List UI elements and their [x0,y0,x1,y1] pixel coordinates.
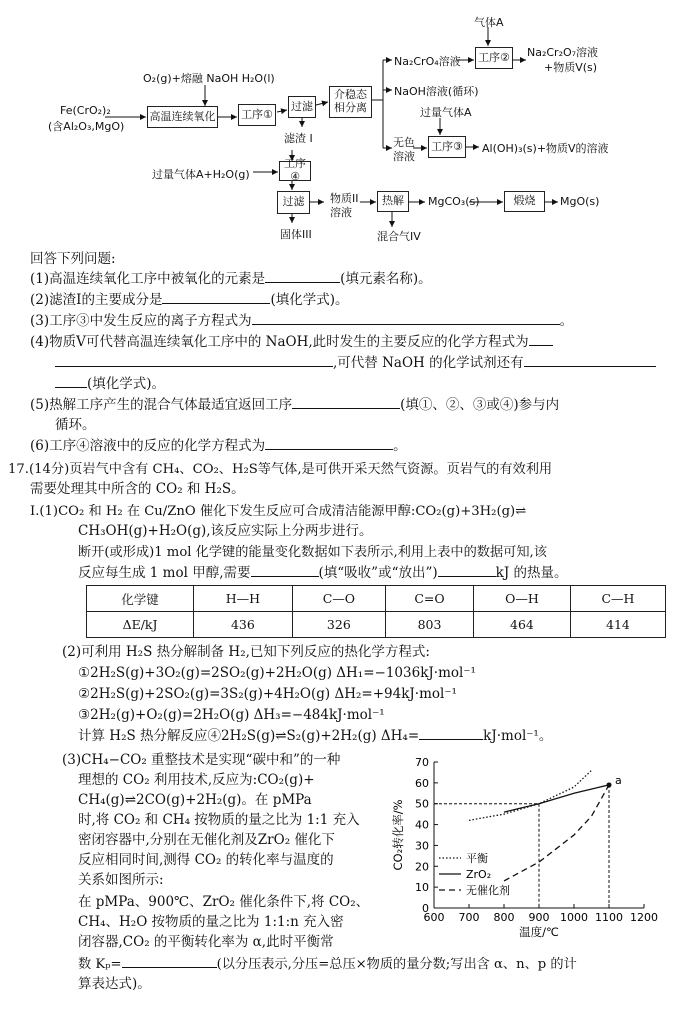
substance-2-label-b: 溶液 [330,206,352,219]
q4-end: (填化学式)。 [55,375,165,394]
process-2-box: 工序② [475,47,513,69]
x-tick-label: 900 [528,911,550,924]
q17-p3-line: 时,将 CO₂ 和 CH₄ 按物质的量之比为 1:1 充入 [78,812,360,828]
y-axis-label: CO₂转化率/% [391,799,405,871]
x-axis-label: 温度/℃ [519,925,559,939]
q17-p1d: 反应每生成 1 mol 甲醇,需要 (填“吸收”或“放出”) kJ 的热量。 [78,565,568,581]
excess-gas-label: 过量气体A [420,106,472,119]
table-cell: 803 [386,612,474,638]
q4-blank-c[interactable] [524,354,656,367]
filter-1-box: 过滤 [288,96,316,118]
q5: (5)热解工序产生的混合气体最适宜返回工序 (填①、②、③或④)参与内 [30,397,560,413]
x-tick-label: 1200 [630,911,658,924]
q4-blank-b[interactable] [55,354,333,367]
na2cro4-label: Na₂CrO₄溶液 [394,55,461,68]
q17-p3-line: 反应相同时间,测得 CO₂ 的转化率与温度的 [78,852,334,868]
q6: (6)工序④溶液中的反应的化学方程式为 。 [30,438,407,454]
q17-p3-line: 密闭容器中,分别在无催化剂及ZrO₂ 催化下 [78,832,335,848]
series-line [504,785,609,812]
naoh-loop-label: NaOH溶液(循环) [394,85,479,98]
y-tick-label: 40 [415,818,429,832]
x-tick-label: 600 [423,911,445,924]
conversion-chart [390,750,675,950]
x-tick-label: 800 [493,911,515,924]
table-cell: 326 [292,612,385,638]
q4-blank-a[interactable] [529,333,553,346]
reagents-label: O₂(g)+熔融 NaOH H₂O(l) [143,72,275,85]
table-cell: 464 [474,612,571,638]
gas-a-label: 气体A [474,16,504,29]
process-1-box: 工序① [238,104,276,126]
equation-3: ③2H₂(g)+O₂(g)=2H₂O(g) ΔH₃=−484kJ·mol⁻¹ [78,707,385,723]
solution-label: 溶液 [393,150,415,163]
q17-p3-line: 关系如图所示: [78,872,164,888]
q1-blank[interactable] [265,270,340,283]
q2: (2)滤渣Ⅰ的主要成分是 (填化学式)。 [30,292,349,308]
series-line [504,785,609,881]
q17-head-1: 17.(14分)页岩气中含有 CH₄、CO₂、H₂S等气体,是可供开采天然气资源。页岩气的有效利用 [8,462,553,477]
q5-blank[interactable] [292,396,400,409]
equation-4: 计算 H₂S 热分解反应④2H₂S(g)⇌S₂(g)+2H₂(g) ΔH₄= kJ·mol⁻¹。 [78,728,553,744]
point-a [607,782,612,787]
q17-p1b: CH₃OH(g)+H₂O(g),该反应实际上分两步进行。 [78,523,373,539]
y-tick-label: 50 [415,797,429,811]
table-cell: 436 [194,612,293,638]
aloh3-label: Al(OH)₃(s)+物质V的溶液 [482,142,609,155]
intro-line: 回答下列问题: [30,251,116,267]
series-line [469,770,592,820]
x-tick-label: 1100 [595,911,623,924]
q4: (4)物质V可代替高温连续氧化工序中的 NaOH,此时发生的主要反应的化学方程式为 [30,333,553,352]
y-tick-label: 60 [415,776,429,790]
kp-line-end: 算表达式)。 [78,976,151,992]
product-label: Na₂Cr₂O₇溶液 [527,46,599,59]
q4-blank-d[interactable] [55,375,87,388]
mgo-label: MgO(s) [560,195,600,208]
calcine-box: 煅烧 [504,191,545,212]
bond-energy-table [86,585,666,638]
q5-cont: 循环。 [55,417,96,433]
feed-label: Fe(CrO₂)₂ [60,104,111,117]
q4-cont: ,可代替 NaOH 的化学试剂还有 [55,354,656,373]
equation-2: ②2H₂S(g)+2SO₂(g)=3S₂(g)+4H₂O(g) ΔH₂=+94kJ·mol⁻¹ [78,686,457,702]
substance-2-label: 物质II [330,192,359,205]
process-3-box: 工序③ [428,136,466,158]
q17-p3-line: 理想的 CO₂ 利用技术,反应为:CO₂(g)+ [78,772,315,788]
legend-label: 无催化剂 [466,884,510,897]
process-4-box: 工序④ [279,161,311,181]
equation-1: ①2H₂S(g)+3O₂(g)=2SO₂(g)+2H₂O(g) ΔH₁=−1036kJ·mol⁻¹ [78,665,476,681]
y-tick-label: 10 [415,881,429,895]
q17-p3-line: (3)CH₄−CO₂ 重整技术是实现“碳中和”的一种 [62,752,341,768]
kp-line: 数 Kₚ= (以分压表示,分压=总压×物质的量分数;写出含 α、n、p 的计 [78,957,577,972]
legend-label: ZrO₂ [466,868,492,881]
q17-p3-line: CH₄、H₂O 按物质的量之比为 1:1:n 充入密 [78,914,344,930]
q3-blank[interactable] [252,312,560,325]
gas-water-label: 过量气体A+H₂O(g) [152,168,250,181]
table-row [87,612,666,638]
legend-label: 平衡 [466,852,488,865]
q3: (3)工序③中发生反应的离子方程式为 。 [30,313,574,329]
y-tick-label: 0 [422,902,429,915]
table-cell: H—H [194,586,293,612]
y-tick-label: 20 [415,860,429,874]
q17-p3-line: 在 pMPa、900℃、ZrO₂ 催化条件下,将 CO₂、 [78,894,370,910]
pyrolysis-box: 热解 [377,191,409,212]
mixed-gas-label: 混合气IV [377,230,421,243]
separation-box: 介稳态相分离 [329,86,372,118]
chart-svg [390,750,675,950]
table-cell: 化学键 [87,586,194,612]
q17-p1a: Ⅰ.(1)CO₂ 和 H₂ 在 Cu/ZnO 催化下发生反应可合成清洁能源甲醇:CO₂(g)+3H₂(g)⇌ [30,504,527,519]
point-a-label: a [615,773,622,787]
q2-blank[interactable] [162,291,270,304]
q17-p3-line: 闭容器,CO₂ 的平衡转化率为 α,此时平衡常 [78,934,334,950]
table-cell: 414 [570,612,665,638]
q1: (1)高温连续氧化工序中被氧化的元素是 (填元素名称)。 [30,271,432,287]
product-label-2: +物质V(s) [544,61,598,74]
q17-head-2: 需要处理其中所含的 CO₂ 和 H₂S。 [30,481,245,497]
q17-p2a: (2)可利用 H₂S 热分解制备 H₂,已知下列反应的热化学方程式: [62,644,430,660]
x-tick-label: 700 [458,911,480,924]
mgco3-label: MgCO₃(s) [428,195,480,208]
energy-blank[interactable] [438,564,496,577]
y-tick-label: 70 [415,756,429,769]
q17-p3-line: CH₄(g)⇌2CO(g)+2H₂(g)。在 pMPa [78,792,312,808]
table-cell: C=O [386,586,474,612]
q6-blank[interactable] [265,437,393,450]
table-row [87,586,666,612]
table-cell: O—H [474,586,571,612]
kp-blank[interactable] [122,955,217,968]
table-cell: C—O [292,586,385,612]
table-cell: C—H [570,586,665,612]
table-cell: ΔE/kJ [87,612,194,638]
y-tick-label: 30 [415,839,429,853]
solid-3-label: 固体III [280,228,312,241]
filter-2-box: 过滤 [277,191,310,214]
oxidation-box: 高温连续氧化 [147,106,218,128]
dh4-blank[interactable] [419,727,483,740]
x-tick-label: 1000 [560,911,588,924]
feed-impurities: (含Al₂O₃,MgO) [48,120,125,133]
colorless-label: 无色 [393,136,415,149]
absorb-release-blank[interactable] [251,564,319,577]
q17-p1c: 断开(或形成)1 mol 化学键的能量变化数据如下表所示,利用上表中的数据可知,该 [78,545,547,560]
residue-1-label: 滤渣 I [284,132,313,145]
